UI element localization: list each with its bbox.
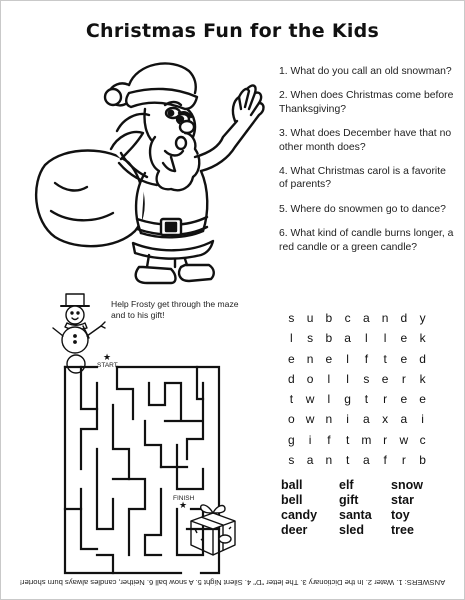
grid-cell[interactable]: l [346,371,349,386]
grid-cell[interactable]: w [399,432,409,447]
start-star-icon: ★ [103,353,112,363]
grid-cell[interactable]: e [325,351,333,366]
grid-cell[interactable]: e [381,371,389,386]
grid-cell[interactable]: a [400,412,408,427]
grid-cell[interactable]: n [381,311,389,325]
grid-cell[interactable]: t [345,432,350,447]
question-item: 6. What kind of candle burns longer, a red candle or a green candle? [279,228,454,253]
answers-footer: ANSWERS: 1. Water 2. In the Dictionary 3. The letter "D" 4. Silent Night 5. A snow ball 6. Neither, candles always burn shorter! [19,578,446,587]
grid-cell[interactable]: a [363,311,370,325]
grid-cell[interactable]: t [364,392,369,407]
grid-cell[interactable]: n [325,453,333,468]
grid-cell[interactable]: n [325,412,333,427]
grid-cell[interactable]: g [344,392,351,407]
grid-cell[interactable]: k [419,331,426,346]
grid-cell[interactable]: u [306,311,314,325]
grid-cell[interactable]: r [401,453,406,468]
grid-cell[interactable]: c [344,311,351,325]
grid-cell[interactable]: d [400,311,408,325]
grid-cell[interactable]: r [383,392,388,407]
word-search-grid [282,311,432,473]
word-item: gift [339,493,359,507]
grid-cell[interactable]: t [345,453,350,468]
grid-row [282,311,432,331]
grid-cell[interactable]: l [383,331,387,346]
grid-cell[interactable]: b [419,453,426,468]
grid-row [282,433,432,453]
grid-row [282,372,432,392]
grid-cell[interactable]: i [421,412,424,427]
word-item: deer [281,523,308,537]
finish-star-icon: ★ [179,501,188,511]
maze-start-label: START [97,362,118,369]
word-item: bell [281,493,303,507]
grid-cell[interactable]: s [288,311,295,325]
grid-cell[interactable]: f [327,432,331,447]
grid-cell[interactable]: l [346,351,349,366]
grid-row [282,331,432,351]
page-title: Christmas Fun for the Kids [85,20,380,42]
gift-box-icon [183,499,241,557]
grid-cell[interactable]: l [327,392,331,407]
question-item: 2. When does Christmas come before Thanksgiving? [279,90,454,115]
grid-cell[interactable]: g [288,432,295,447]
word-item: elf [339,478,354,492]
word-item: tree [391,523,414,537]
grid-cell[interactable]: w [305,392,315,407]
word-item: candy [281,508,318,522]
grid-cell[interactable]: t [289,392,294,407]
question-item: 5. Where do snowmen go to dance? [279,203,446,215]
grid-cell[interactable]: s [307,331,314,346]
grid-cell[interactable]: i [308,432,312,447]
grid-cell[interactable]: f [383,453,387,468]
grid-cell[interactable]: l [290,331,293,346]
grid-cell[interactable]: n [306,351,314,366]
grid-cell[interactable]: c [419,432,426,447]
grid-row [282,352,432,372]
grid-cell[interactable]: d [288,371,295,386]
grid-cell[interactable]: m [361,432,372,447]
grid-cell[interactable]: t [383,351,387,366]
grid-cell[interactable]: e [400,331,408,346]
grid-cell[interactable]: l [327,371,331,386]
grid-cell[interactable]: l [365,331,368,346]
grid-cell[interactable]: a [363,412,370,427]
word-list [281,478,451,537]
grid-row [282,392,432,412]
word-item: toy [391,508,410,522]
question-item: 3. What does December have that no other month does? [279,128,452,153]
grid-cell[interactable]: i [346,412,349,427]
grid-cell[interactable]: r [401,371,406,386]
grid-cell[interactable]: e [419,392,426,407]
grid-cell[interactable]: o [306,371,314,386]
grid-row [282,412,432,432]
maze-caption: Help Frosty get through the maze and to his gift! [111,299,239,320]
grid-cell[interactable]: o [288,412,295,427]
grid-cell[interactable]: f [364,351,369,366]
word-item: ball [281,478,303,492]
grid-cell[interactable]: y [419,311,426,325]
grid-cell[interactable]: e [400,351,408,366]
word-item: star [391,493,414,507]
grid-cell[interactable]: b [325,311,333,325]
grid-cell[interactable]: a [363,453,370,468]
word-item: snow [391,478,423,492]
word-item: sled [339,523,365,537]
riddle-questions [279,65,455,265]
word-item: santa [339,508,372,522]
grid-cell[interactable]: w [305,412,315,427]
grid-cell[interactable]: a [344,331,351,346]
grid-cell[interactable]: e [288,351,295,366]
grid-cell[interactable]: x [382,412,389,427]
grid-cell[interactable]: k [419,371,426,386]
grid-cell[interactable]: d [419,351,426,366]
grid-cell[interactable]: b [325,331,333,346]
grid-cell[interactable]: r [383,432,388,447]
grid-cell[interactable]: e [400,392,408,407]
santa-illustration [25,53,267,285]
grid-row [282,453,432,473]
question-item: 4. What Christmas carol is a favorite of parents? [279,166,446,191]
maze-finish-label: FINISH [173,495,195,502]
grid-cell[interactable]: s [288,453,295,468]
grid-cell[interactable]: a [306,453,314,468]
question-item: 1. What do you call an old snowman? [279,66,452,77]
grid-cell[interactable]: s [363,371,370,386]
